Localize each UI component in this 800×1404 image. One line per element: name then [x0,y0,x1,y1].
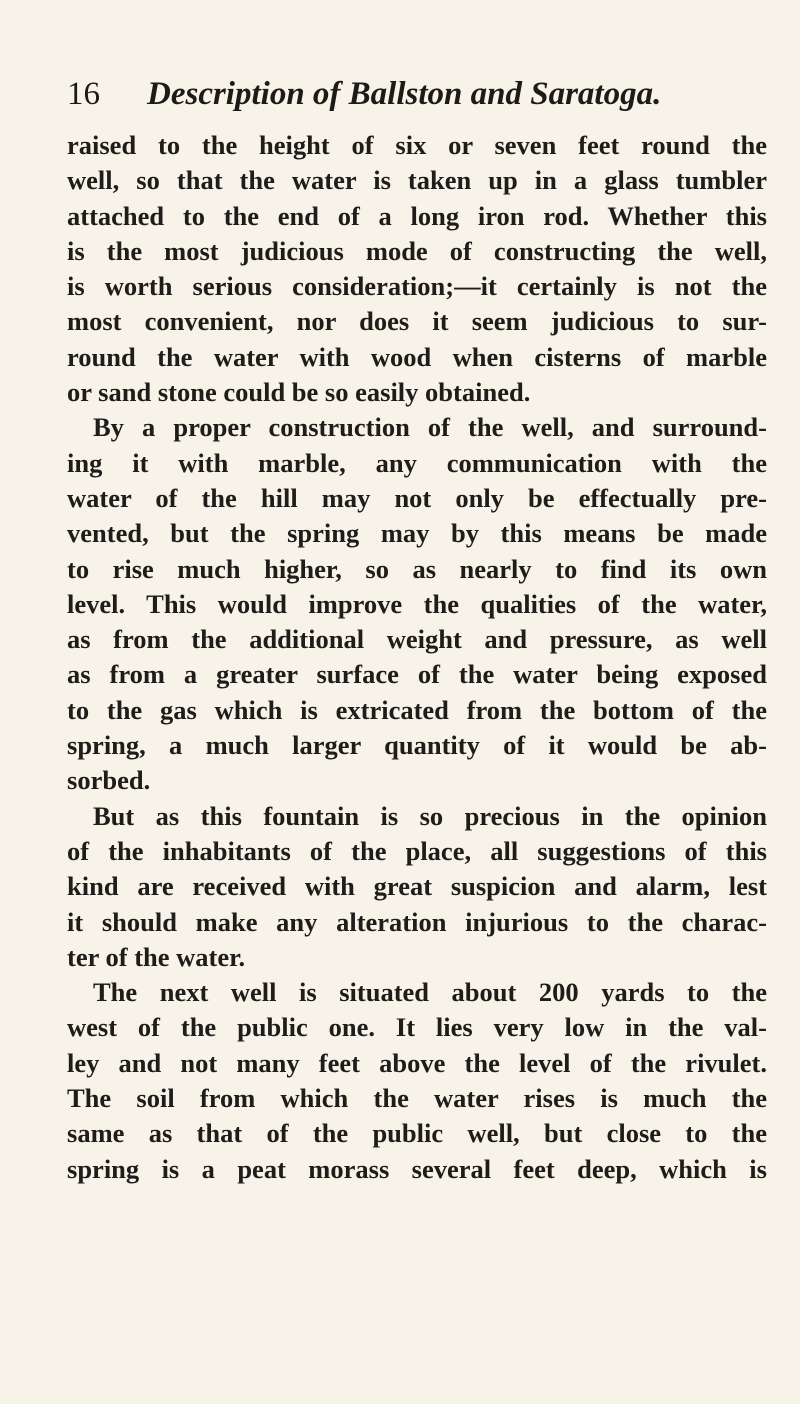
text-line: The next well is situated about 200 yards to the [93,977,767,1008]
text-line: spring is a peat morass several feet deep, which is [67,1153,767,1184]
text-line: The soil from which the water rises is much the [67,1083,767,1114]
text-line: of the inhabitants of the place, all suggestions of this [67,835,767,866]
text-line: as from the additional weight and pressure, as well [67,624,767,655]
text-line: ing it with marble, any communication with the [67,447,767,478]
running-head [67,74,767,118]
text-line: most convenient, nor does it seem judicious to sur- [67,306,767,337]
text-line: same as that of the public well, but close to the [67,1118,767,1149]
paragraph [67,410,767,798]
text-line: But as this fountain is so precious in the opinion [93,800,767,831]
text-line: is worth serious consideration;—it certainly is not the [67,271,767,302]
text-line: attached to the end of a long iron rod. Whether this [67,200,767,231]
text-line: well, so that the water is taken up in a glass tumbler [67,165,767,196]
page-number: 16 [67,76,100,112]
paragraph [67,799,767,975]
text-line: is the most judicious mode of constructing the well, [67,235,767,266]
text-line: level. This would improve the qualities of the water, [67,588,767,619]
text-line: kind are received with great suspicion and alarm, lest [67,871,767,902]
text-line: ley and not many feet above the level of the rivulet. [67,1047,767,1078]
text-line: ter of the water. [67,941,246,972]
paragraph [67,975,767,1187]
text-line: By a proper construction of the well, and surround- [93,412,767,443]
text-line: spring, a much larger quantity of it would be ab- [67,730,767,761]
text-line: as from a greater surface of the water being exposed [67,659,767,690]
text-line: to the gas which is extricated from the bottom of the [67,694,767,725]
text-line: vented, but the spring may by this means be made [67,518,767,549]
text-line: to rise much higher, so as nearly to find its own [67,553,767,584]
paragraph [67,128,767,410]
running-title: Description of Ballston and Saratoga. [147,76,662,112]
body-text [67,128,767,1187]
text-line: raised to the height of six or seven feet round the [67,130,767,160]
text-line: sorbed. [67,765,151,796]
text-line: or sand stone could be so easily obtained. [67,377,531,408]
text-line: water of the hill may not only be effectually pre- [67,482,767,513]
text-line: round the water with wood when cisterns of marble [67,341,767,372]
text-line: it should make any alteration injurious to the charac- [67,906,767,937]
text-line: west of the public one. It lies very low in the val- [67,1012,767,1043]
